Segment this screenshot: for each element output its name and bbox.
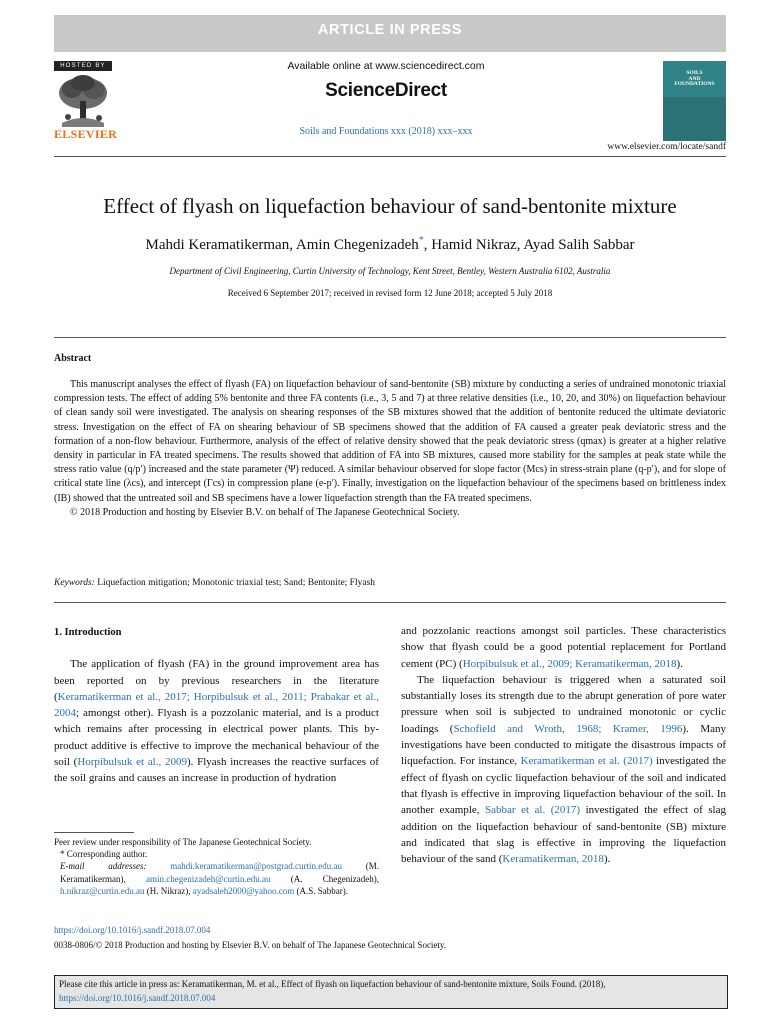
abstract-text: This manuscript analyses the effect of flyash (FA) on liquefaction behaviour of sand-bentonite (SB) mixture by conducting a series of undrained monotonic triaxial compression tests. The effect of adding 5% bentonite and three FA contents (i.e., 3, 5 and 7) at three relative densities (i.e., 10, 20, and 30%) on liquefaction behaviour of clean sandy soil were investigated. The analysis on shearing responses of the SB mixtures showed that the addition of bentonite reduced the ultimate deviatoric stress. Investigation on the effect of FA on shearing behaviour of SB specimens showed that the addition of FA caused a greater peak deviatoric stress and the formation of a non-flow behaviour. Furthermore, analysis of the effect of relative density showed that the peak deviatoric stress (qmax) is greater at a higher relative density in particular in FA treated specimens. The results showed that addition of FA into SB mixtures, caused more stability for the samples at peak state while the stress ratio value (q/p′) increased and the state parameter (Ψ) reduced. A similar behaviour observed for slope factor (Mcs) in stress-strain plane (q-p′), and for slope of critical state line (λcs), and intercept (Γcs) in compression plane (e-p′). Finally, investigation on the liquefaction behaviour of the specimens based on brittleness index (IB) showed that the untreated soil and SB specimens have a lower liquefaction strength than the FA treated specimens. [54,379,726,504]
footnotes [54,836,379,897]
elsevier-tree-logo-icon [54,73,112,127]
affiliation: Department of Civil Engineering, Curtin University of Technology, Kent Street, Bentley, Western Australia 6102, Australia [169,266,611,276]
keywords [54,578,375,588]
paragraph: The application of flyash (FA) in the ground improvement area has been reported on by previous researchers in the literature (Keramatikerman et al., 2017; Horpibulsuk et al., 2011; Prabakar et al., 2004; amongst other). Flyash is a pozzolanic material, and is a product which remains after processing in electrical power plants. This by-product additive is effective to improve the mechanical behaviour of the soil (Horpibulsuk et al., 2009). Flyash increases the reactive surfaces of the soil grains and causes an increase in production of hydration [54,658,379,785]
issn-copyright: 0038-0806/© 2018 Production and hosting by Elsevier B.V. on behalf of The Japanese Geotechnical Society. [54,940,447,950]
email-link[interactable]: mahdi.keramatikerman@postgrad.curtin.edu.au [170,861,342,872]
header-divider [54,156,726,157]
journal-citation-link[interactable]: Soils and Foundations xxx (2018) xxx–xxx [299,126,473,137]
author-list: Mahdi Keramatikerman, Amin Chegenizadeh*, Hamid Nikraz, Ayad Salih Sabbar [145,235,635,253]
body-column-left [54,625,379,787]
section-heading: 1. Introduction [54,627,122,638]
author-name: Hamid Nikraz [431,237,517,253]
corresponding-author-mark[interactable]: * [418,235,424,246]
keywords-label: Keywords: [54,578,95,588]
cite-text: Please cite this article in press as: Keramatikerman, M. et al., Effect of flyash on liquefaction behaviour of sand-bentonite mixture, Soils Found. (2018), [59,979,606,989]
email-link[interactable]: ayadsaleh2000@yahoo.com [192,885,295,896]
paragraph: The liquefaction behaviour is triggered when a saturated soil substantially loses its strength due to the abrupt generation of pore water pressure when soil is subjected to undrained monotonic or cyclic loadings (Schofield and Wroth, 1968; Kramer, 1996). Many investigations have been conducted to mitigate the disastrous impacts of liquefaction. For instance, Keramatikerman et al. (2017) investigated the effect of flyash on cyclic liquefaction behaviour of the soil and indicated that flyash is effective in improving liquefaction behaviour of the soil. In another example, Sabbar et al. (2017) investigated the effect of slag addition on the liquefaction behaviour of sand-bentonite (SB) mixture and indicated that slag is effective in improving the liquefaction behaviour of the sand (Keramatikerman, 2018). [401,673,727,866]
citation-link[interactable]: Keramatikerman, 2018 [502,853,604,866]
cover-title: SOILS AND FOUNDATIONS [674,70,715,87]
sciencedirect-logo: ScienceDirect [325,80,447,101]
citation-link[interactable]: Schofield and Wroth, 1968; Kramer, 1996 [453,722,683,735]
article-title: Effect of flyash on liquefaction behaviour of sand-bentonite mixture [103,194,677,218]
citation-link[interactable]: Sabbar et al. (2017) [485,804,581,817]
elsevier-wordmark: ELSEVIER [54,127,118,141]
peer-review-note: Peer review under responsibility of The Japanese Geotechnical Society. [54,837,312,847]
footnote-divider [54,832,134,833]
paragraph: and pozzolanic reactions amongst soil particles. These characteristics show that flyash could be a good potential replacement for Portland cement (PC) (Horpibulsuk et al., 2009; Keramatikerman, 2018). [401,625,726,670]
email-addresses: E-mail addresses: mahdi.keramatikerman@postgrad.curtin.edu.au (M. Keramatikerman), amin.chegenizadeh@curtin.edu.au (A. Chegenizadeh), h.nikraz@curtin.edu.au (H. Nikraz), ayadsaleh2000@yahoo.com (A.S. Sabbar). [60,861,380,896]
corresponding-author-note: * Corresponding author. [60,849,148,860]
citation-link[interactable]: Keramatikerman et al., 2017; Horpibulsuk et al., 2011; Prabakar et al., 2004 [54,690,379,720]
email-link[interactable]: h.nikraz@curtin.edu.au [60,885,145,896]
cover-band [663,97,726,141]
citation-link[interactable]: Keramatikerman et al. (2017) [520,755,653,768]
cite-doi-link[interactable]: https://doi.org/10.1016/j.sandf.2018.07.004 [59,992,216,1003]
abstract-body [54,378,726,520]
received-dates: Received 6 September 2017; received in revised form 12 June 2018; accepted 5 July 2018 [227,288,553,298]
author-name: Ayad Salih Sabbar [523,237,635,253]
author-name: Mahdi Keramatikerman [145,237,290,253]
doi-link[interactable]: https://doi.org/10.1016/j.sandf.2018.07.004 [54,925,211,935]
keywords-list: Liquefaction mitigation; Monotonic triaxial test; Sand; Bentonite; Flyash [97,578,376,588]
journal-cover-thumbnail[interactable] [663,61,726,141]
hosted-by-label: HOSTED BY [54,61,112,71]
citation-link[interactable]: Horpibulsuk et al., 2009; Keramatikerman, 2018 [462,657,677,670]
abstract-copyright: © 2018 Production and hosting by Elsevier B.V. on behalf of The Japanese Geotechnical Society. [70,506,460,518]
available-online-text: Available online at www.sciencedirect.com [287,60,485,72]
email-link[interactable]: amin.chegenizadeh@curtin.edu.au [146,873,271,884]
elsevier-locate-url[interactable]: www.elsevier.com/locate/sandf [607,142,726,152]
citation-link[interactable]: Horpibulsuk et al., 2009 [77,756,187,769]
abstract-heading: Abstract [54,353,92,364]
abstract-top-divider [54,337,726,338]
body-column-right [401,623,726,867]
cite-this-article-box [54,975,728,1009]
abstract-bottom-divider [54,602,726,603]
author-name: Amin Chegenizadeh [295,237,419,253]
article-in-press-banner: ARTICLE IN PRESS [54,15,726,52]
